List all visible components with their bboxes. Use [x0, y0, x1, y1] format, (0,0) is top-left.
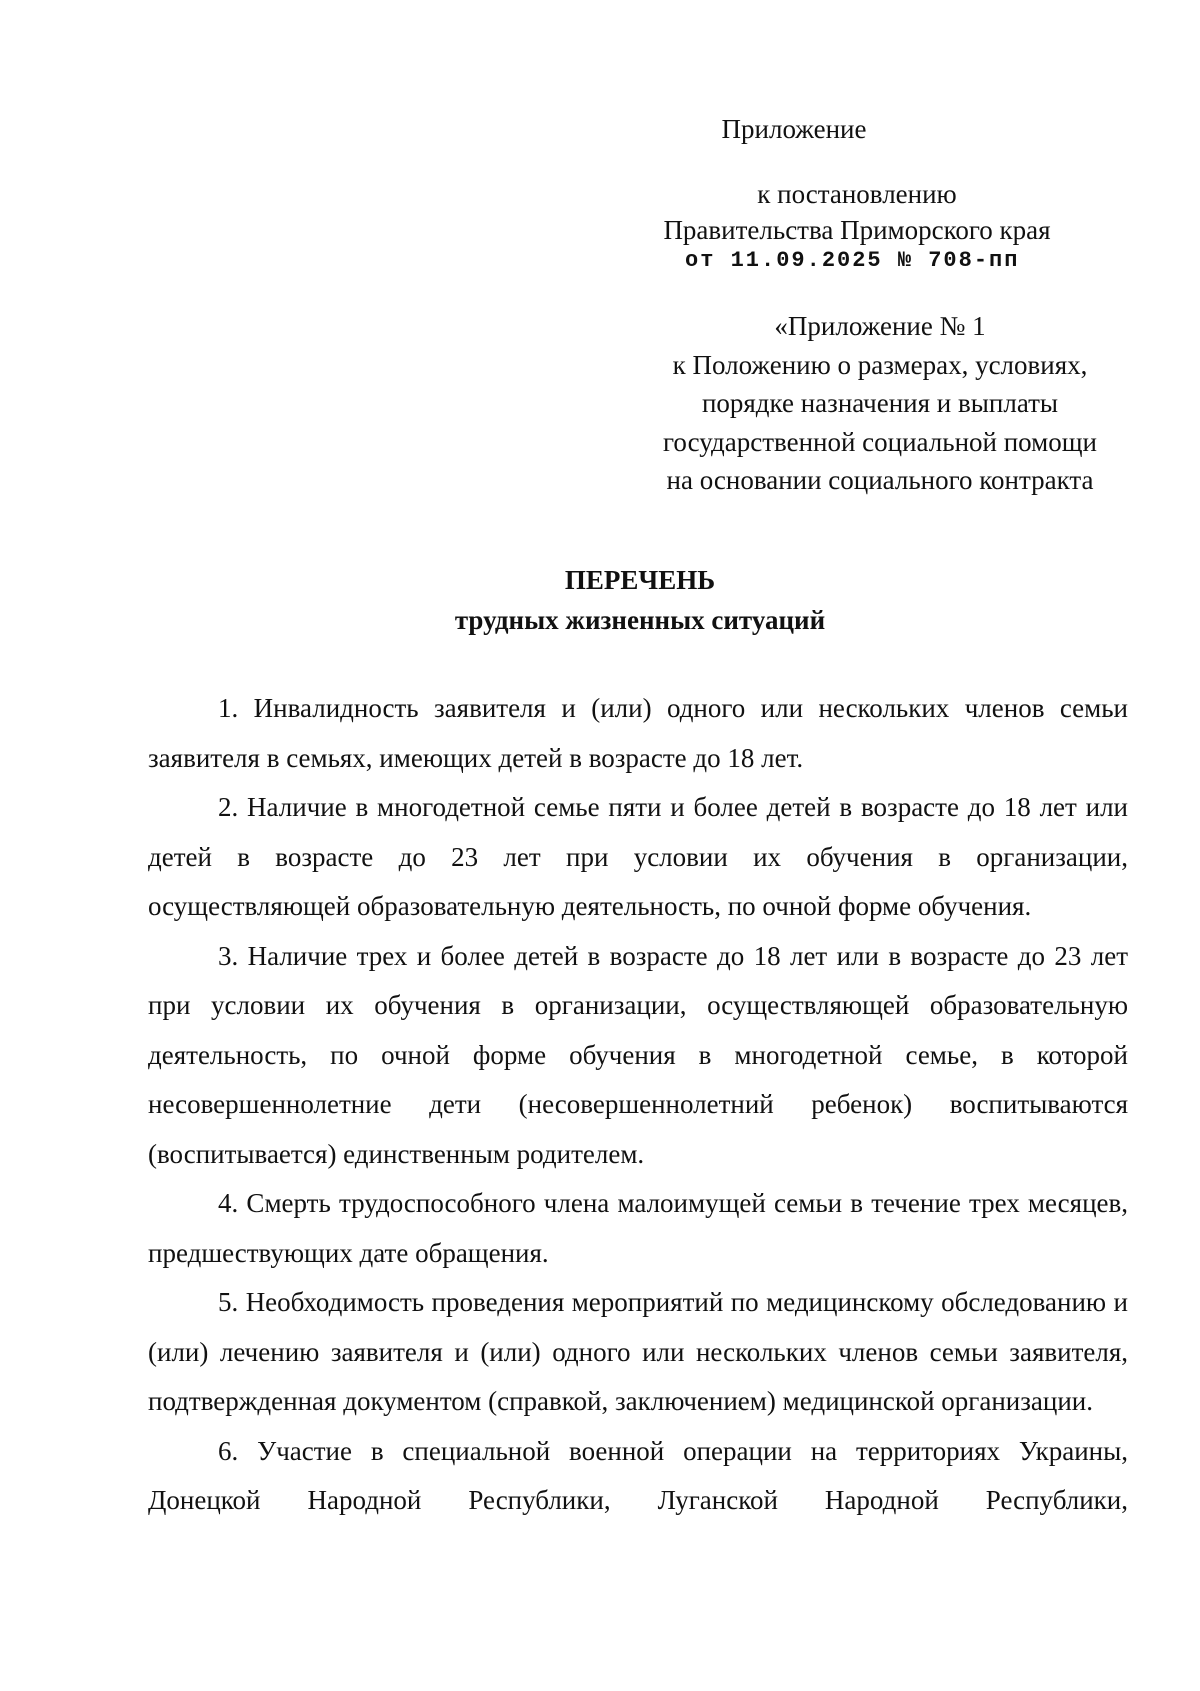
list-item: 2. Наличие в многодетной семье пяти и более детей в возрасте до 18 лет или детей в возрасте до 23 лет при условии их обучения в организации, осуществляющей образовательную деятельность, по очной форме обучения. — [148, 792, 1128, 921]
list-item: 1. Инвалидность заявителя и (или) одного или нескольких членов семьи заявителя в семьях, имеющих детей в возрасте до 18 лет. — [148, 693, 1128, 773]
annex-ref-line: на основании социального контракта — [666, 465, 1094, 495]
document-title: ПЕРЕЧЕНЬ — [564, 565, 716, 595]
list-item: 4. Смерть трудоспособного члена малоимущей семьи в течение трех месяцев, предшествующих дате обращения. — [148, 1188, 1128, 1268]
annex-title: Приложение — [721, 114, 867, 144]
annex-reference — [640, 307, 1120, 500]
list-item: 5. Необходимость проведения мероприятий по медицинскому обследованию и (или) лечению заявителя и (или) одного или нескольких членов семьи заявителя, подтвержденная документом (справкой, заключением) медицинской организации. — [148, 1287, 1128, 1416]
annex-ref-line: государственной социальной помощи — [663, 426, 1097, 457]
resolution-date-number-stamp: от 11.09.2025 № 708-пп — [685, 248, 1020, 273]
list-item: 6. Участие в специальной военной операции на территориях Украины, Донецкой Народной Республики, Луганской Народной Республики, — [148, 1435, 1128, 1515]
resolution-line: к постановлению — [757, 179, 957, 209]
document-heading — [0, 560, 1200, 640]
annex-ref-line: «Приложение № 1 — [774, 311, 986, 341]
resolution-reference — [622, 176, 1092, 248]
document-subtitle: трудных жизненных ситуаций — [454, 605, 826, 635]
annex-ref-line: порядке назначения и выплаты — [701, 388, 1059, 418]
list-item: 3. Наличие трех и более детей в возрасте до 18 лет или в возрасте до 23 лет при условии их обучения в организации, осуществляющей образовательную деятельность, по очной форме обучения в многодетной семье, в которой несовершеннолетние дети (несовершеннолетний ребенок) воспитываются (воспитывается) единственным родителем. — [148, 940, 1128, 1169]
annex-ref-line: к Положению о размерах, условиях, — [672, 349, 1088, 380]
situations-list — [148, 684, 1128, 1526]
resolution-line: Правительства Приморского края — [663, 215, 1051, 245]
